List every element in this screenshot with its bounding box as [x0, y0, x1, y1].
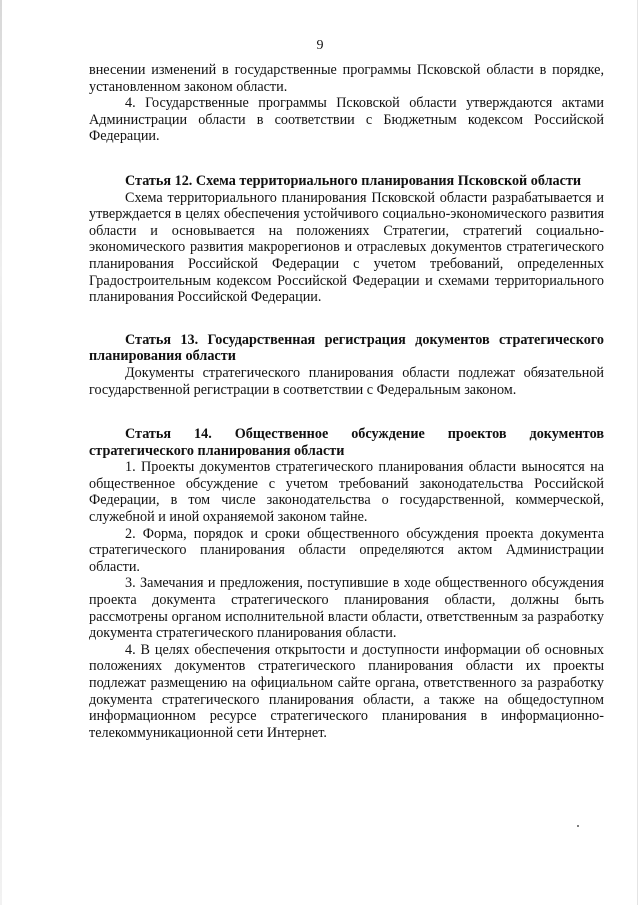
article-13-body: Документы стратегического планирования области подлежат обязательной государственной регистрации в соответствии с Федеральным законом.	[89, 364, 604, 398]
paragraph-continuation: внесении изменений в государственные программы Псковской области в порядке, установленном законом области.	[89, 62, 604, 95]
article-14-item: 1. Проекты документов стратегического планирования области выносятся на общественное обсуждение с учетом требований законодательства Российской Федерации, в том числе законодательства о государственной, коммерческой, служебной и иной охраняемой законом тайне.	[89, 459, 604, 526]
article-13-heading: Статья 13. Государственная регистрация документов стратегического планирования области	[89, 331, 604, 365]
article-14-heading: Статья 14. Общественное обсуждение проектов документов стратегического планирования области	[89, 426, 604, 459]
article-14-item: 4. В целях обеспечения открытости и доступности информации об основных положениях документов стратегического планирования области их проекты подлежат размещению на официальном сайте органа, ответственного за разработку документа стратегического планирования области, а также на общедоступном информационном ресурсе стратегического планирования в информационно-телекоммуникационной сети Интернет.	[89, 641, 604, 741]
scan-edge-right	[637, 0, 638, 905]
page-number: 9	[316, 38, 324, 53]
document-body	[89, 62, 604, 741]
article-12-body: Схема территориального планирования Псковской области разрабатывается и утверждается в целях обеспечения устойчивого социально-экономического развития области и основывается на положениях Стратегии, стратегий социально-экономического развития макрорегионов и отраслевых документов стратегического планирования Российской Федерации с учетом требований, определенных Градостроительным кодексом Российской Федерации и схемами территориального планирования Российской Федерации.	[89, 189, 604, 306]
scan-speck	[577, 825, 579, 827]
article-14-item: 2. Форма, порядок и сроки общественного обсуждения проекта документа стратегического планирования области определяются актом Администрации области.	[89, 525, 604, 575]
article-12-heading: Статья 12. Схема территориального планирования Псковской области	[125, 172, 582, 189]
spacer	[89, 145, 604, 173]
spacer	[89, 398, 604, 426]
paragraph-item-4: 4. Государственные программы Псковской области утверждаются актами Администрации области в соответствии с Бюджетным кодексом Российской Федерации.	[89, 95, 604, 145]
article-14-item: 3. Замечания и предложения, поступившие в ходе общественного обсуждения проекта документа стратегического планирования области, должны быть рассмотрены органом исполнительной власти области, ответственным за разработку документа стратегического планирования области.	[89, 575, 604, 642]
scan-edge-left	[0, 0, 2, 905]
spacer	[89, 306, 604, 332]
